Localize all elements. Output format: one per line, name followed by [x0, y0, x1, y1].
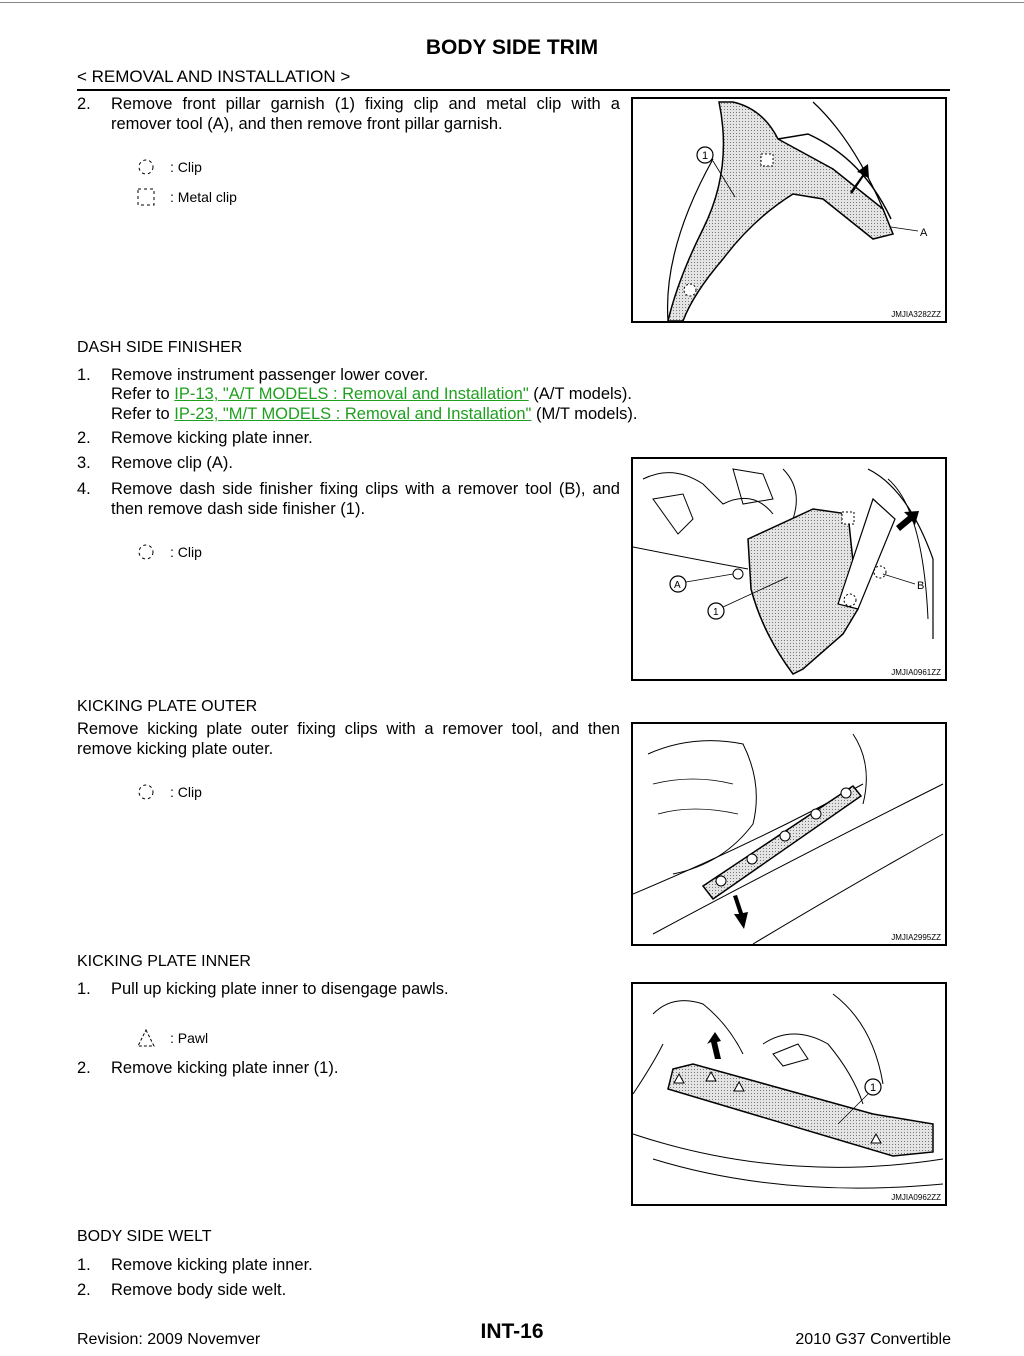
figure-code: JMJIA0962ZZ [891, 1193, 941, 1202]
ref-link-ip13[interactable]: IP-13, "A/T MODELS : Removal and Installation" [174, 385, 529, 403]
step-number: 2. [77, 95, 91, 113]
figure-code: JMJIA2995ZZ [891, 933, 941, 942]
ref-prefix: Refer to [111, 385, 175, 403]
callout-1: 1 [870, 1082, 877, 1094]
clip-symbol-icon [136, 543, 156, 561]
step-number: 2. [77, 1059, 91, 1077]
clip-symbol-icon [136, 158, 156, 176]
figure-code: JMJIA0961ZZ [891, 668, 941, 677]
step-number: 1. [77, 1256, 91, 1274]
body-text: Remove kicking plate outer fixing clips with a remover tool, and then remove kicking plate outer. [77, 720, 620, 758]
reference-line [111, 404, 637, 424]
step-number: 3. [77, 454, 91, 472]
step-text: Remove clip (A). [111, 454, 233, 472]
step-number: 1. [77, 980, 91, 998]
step-number: 4. [77, 480, 91, 498]
legend-clip-label: : Clip [170, 159, 202, 175]
legend-clip-label: : Clip [170, 784, 202, 800]
figure-dash-side-finisher [631, 457, 947, 681]
front-pillar-illustration [633, 99, 945, 321]
figure-kicking-plate-inner [631, 982, 947, 1206]
step-number: 1. [77, 366, 91, 384]
footer-revision: Revision: 2009 Novemver [77, 1331, 261, 1348]
step-number: 2. [77, 429, 91, 447]
legend-pawl [136, 1028, 208, 1048]
figure-kicking-plate-outer [631, 722, 947, 946]
ref-suffix: (A/T models). [528, 385, 632, 403]
figure-code: JMJIA3282ZZ [891, 310, 941, 319]
legend-metal-clip-label: : Metal clip [170, 189, 237, 205]
footer-page-number: INT-16 [480, 1320, 544, 1343]
metal-clip-symbol-icon [136, 187, 156, 207]
callout-1: 1 [702, 150, 709, 162]
dash-side-finisher-illustration [633, 459, 945, 679]
step-text: Remove front pillar garnish (1) fixing clip and metal clip with a remover tool (A), and then remove front pillar garnish. [111, 95, 620, 133]
step-text: Remove kicking plate inner (1). [111, 1059, 339, 1077]
section-heading: BODY SIDE WELT [77, 1228, 212, 1245]
section-heading: KICKING PLATE INNER [77, 953, 251, 970]
ref-prefix: Refer to [111, 405, 175, 423]
legend-clip [136, 783, 202, 801]
step-text: Remove kicking plate inner. [111, 429, 313, 447]
callout-b: B [917, 580, 925, 592]
step-text: Remove instrument passenger lower cover. [111, 366, 429, 384]
top-border-line [0, 2, 1024, 3]
legend-clip-label: : Clip [170, 544, 202, 560]
step-number: 2. [77, 1281, 91, 1299]
clip-symbol-icon [136, 783, 156, 801]
ref-suffix: (M/T models). [531, 405, 638, 423]
footer-model: 2010 G37 Convertible [795, 1331, 951, 1348]
header-rule [77, 89, 950, 91]
kicking-plate-inner-illustration [633, 984, 945, 1204]
page-title: BODY SIDE TRIM [425, 36, 599, 59]
ref-link-ip23[interactable]: IP-23, "M/T MODELS : Removal and Installation" [174, 405, 532, 423]
step-text: Remove body side welt. [111, 1281, 287, 1299]
legend-metal-clip [136, 187, 237, 207]
pawl-symbol-icon [136, 1028, 156, 1048]
legend-clip [136, 543, 202, 561]
reference-line [111, 384, 632, 404]
figure-front-pillar-garnish [631, 97, 947, 323]
step-text: Remove kicking plate inner. [111, 1256, 313, 1274]
section-heading: KICKING PLATE OUTER [77, 698, 258, 715]
callout-a: A [920, 227, 928, 239]
section-header: < REMOVAL AND INSTALLATION > [77, 67, 351, 86]
callout-1: 1 [713, 607, 719, 618]
kicking-plate-outer-illustration [633, 724, 945, 944]
step-text: Pull up kicking plate inner to disengage pawls. [111, 980, 449, 998]
legend-clip [136, 158, 202, 176]
legend-pawl-label: : Pawl [170, 1030, 209, 1046]
step-text: Remove dash side finisher fixing clips with a remover tool (B), and then remove dash side finisher (1). [111, 480, 620, 518]
section-heading: DASH SIDE FINISHER [77, 339, 243, 356]
callout-a: A [674, 580, 681, 591]
